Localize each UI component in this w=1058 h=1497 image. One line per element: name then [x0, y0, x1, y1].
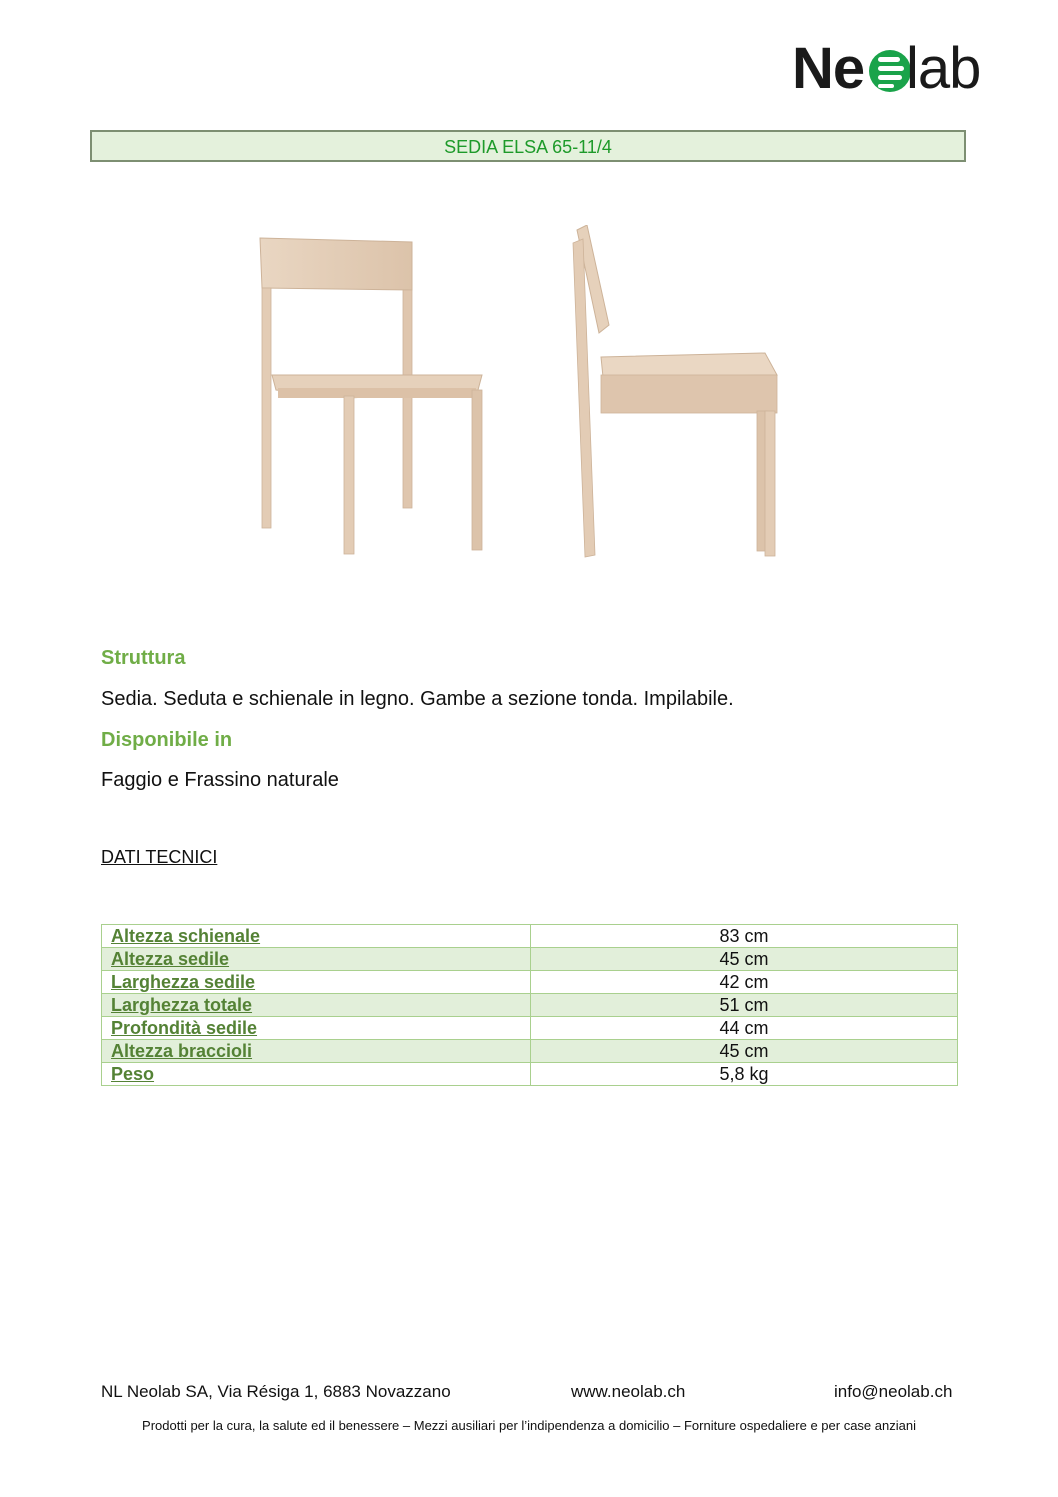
spec-label: Altezza braccioli [102, 1040, 531, 1063]
section-heading-disponibile: Disponibile in [101, 729, 233, 751]
specs-table [101, 924, 958, 1086]
spec-label: Larghezza sedile [102, 971, 531, 994]
table-row [102, 925, 958, 948]
table-row [102, 994, 958, 1017]
spec-label: Peso [102, 1063, 531, 1086]
spec-label: Altezza sedile [102, 948, 531, 971]
spec-label: Profondità sedile [102, 1017, 531, 1040]
spec-label: Larghezza totale [102, 994, 531, 1017]
spec-value: 44 cm [531, 1017, 958, 1040]
logo-text-lab: lab [906, 36, 981, 101]
chair-side-image [565, 225, 795, 570]
section-heading-struttura: Struttura [101, 647, 186, 669]
footer-website-link[interactable]: www.neolab.ch [571, 1382, 686, 1401]
footer-email-link[interactable]: info@neolab.ch [834, 1382, 953, 1401]
footer-address: NL Neolab SA, Via Résiga 1, 6883 Novazzano [101, 1382, 451, 1401]
section-text-struttura: Sedia. Seduta e schienale in legno. Gambe a sezione tonda. Impilabile. [101, 688, 734, 710]
spec-value: 51 cm [531, 994, 958, 1017]
section-text-disponibile: Faggio e Frassino naturale [101, 769, 339, 791]
product-title: SEDIA ELSA 65-11/4 [90, 130, 966, 162]
chair-front-image [250, 230, 490, 570]
spec-value: 5,8 kg [531, 1063, 958, 1086]
table-row [102, 1040, 958, 1063]
tech-data-title: DATI TECNICI [101, 847, 218, 867]
spec-value: 42 cm [531, 971, 958, 994]
footer-tagline: Prodotti per la cura, la salute ed il benessere – Mezzi ausiliari per l’indipendenza a domicilio – Forniture ospedaliere e per case anziani [142, 1418, 916, 1433]
table-row [102, 1063, 958, 1086]
neolab-logo [792, 38, 1022, 100]
table-row [102, 1017, 958, 1040]
spec-value: 45 cm [531, 1040, 958, 1063]
table-row [102, 971, 958, 994]
table-row [102, 948, 958, 971]
logo-text-ne: Ne [792, 36, 865, 101]
spec-value: 45 cm [531, 948, 958, 971]
spec-value: 83 cm [531, 925, 958, 948]
spec-label: Altezza schienale [102, 925, 531, 948]
